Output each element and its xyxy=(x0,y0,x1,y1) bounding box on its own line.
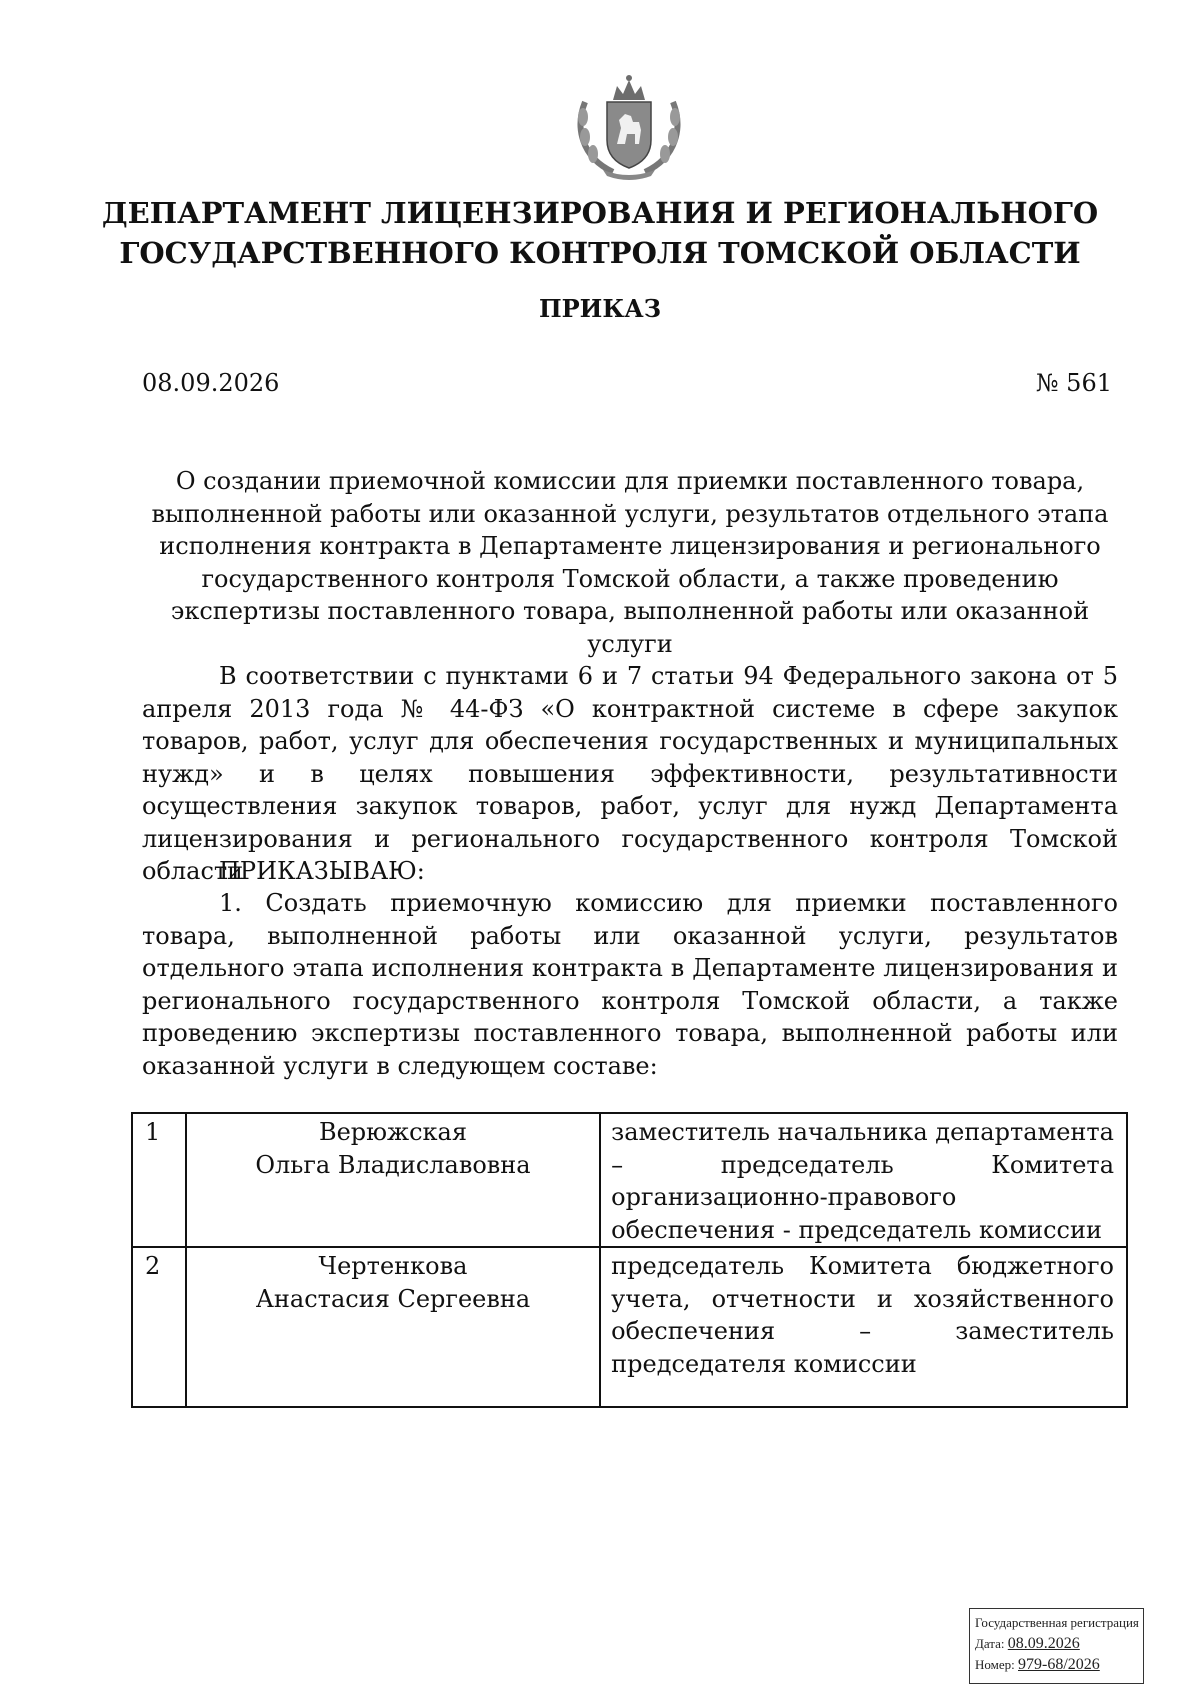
order-number: № 561 xyxy=(1035,369,1112,397)
tomsk-coat-of-arms-icon xyxy=(573,72,685,180)
commission-members-table xyxy=(131,1112,1128,1408)
table-row xyxy=(132,1247,1127,1407)
order-subject: О создании приемочной комиссии для приемки поставленного товара, выполненной работы или оказанной услуги, результатов отдельного этапа исполнения контракта в Департаменте лицензирования и регионального государственного контроля Томской области, а также проведению экспертизы поставленного товара, выполненной работы или оказанной услуги xyxy=(151,467,1109,658)
preamble-paragraph: В соответствии с пунктами 6 и 7 статьи 94 Федерального закона от 5 апреля 2013 года № 44-ФЗ «О контрактной системе в сфере закупок товаров, работ, услуг для обеспечения государственных и муниципальных нужд» и в целях повышения эффективности, результативности осуществления закупок товаров, работ, услуг для нужд Департамента лицензирования и регионального государственного контроля Томской области xyxy=(142,662,1118,885)
member-role: председатель Комитета бюджетного учета, отчетности и хозяйственного обеспечения – заместитель председателя комиссии xyxy=(600,1247,1127,1407)
member-given-name: Анастасия Сергеевна xyxy=(255,1284,531,1313)
member-number: 1 xyxy=(132,1113,186,1247)
registration-date: 08.09.2026 xyxy=(1007,1635,1080,1652)
registration-date-line xyxy=(975,1633,1138,1654)
member-surname: Верюжская xyxy=(318,1118,468,1146)
member-role: заместитель начальника департамента – председатель Комитета организационно-правового обеспечения - председатель комиссии xyxy=(600,1113,1127,1247)
department-line-1: ДЕПАРТАМЕНТ ЛИЦЕНЗИРОВАНИЯ И РЕГИОНАЛЬНОГО xyxy=(101,196,1099,230)
registration-number: 979-68/2026 xyxy=(1018,1656,1100,1673)
order-date: 08.09.2026 xyxy=(142,369,280,397)
item-1-paragraph: 1. Создать приемочную комиссию для приемки поставленного товара, выполненной работы или оказанной услуги, результатов отдельного этапа исполнения контракта в Департаменте лицензирования и регионального государственного контроля Томской области, а также проведению экспертизы поставленного товара, выполненной работы или оказанной услуги в следующем составе: xyxy=(142,889,1118,1080)
department-name xyxy=(100,193,1100,273)
table-row xyxy=(132,1113,1127,1247)
member-name xyxy=(186,1113,600,1247)
registration-number-label: Номер: xyxy=(975,1657,1015,1672)
registration-date-label: Дата: xyxy=(975,1636,1005,1651)
member-number: 2 xyxy=(132,1247,186,1407)
member-given-name: Ольга Владиславовна xyxy=(255,1150,531,1179)
decree-word: ПРИКАЗЫВАЮ: xyxy=(219,857,425,885)
member-name xyxy=(186,1247,600,1407)
member-surname: Чертенкова xyxy=(318,1252,468,1280)
document-type: ПРИКАЗ xyxy=(538,294,662,323)
registration-title: Государственная регистрация xyxy=(975,1615,1139,1630)
registration-number-line xyxy=(975,1654,1138,1675)
registration-stamp xyxy=(969,1608,1144,1684)
department-line-2: ГОСУДАРСТВЕННОГО КОНТРОЛЯ ТОМСКОЙ ОБЛАСТИ xyxy=(119,236,1081,270)
